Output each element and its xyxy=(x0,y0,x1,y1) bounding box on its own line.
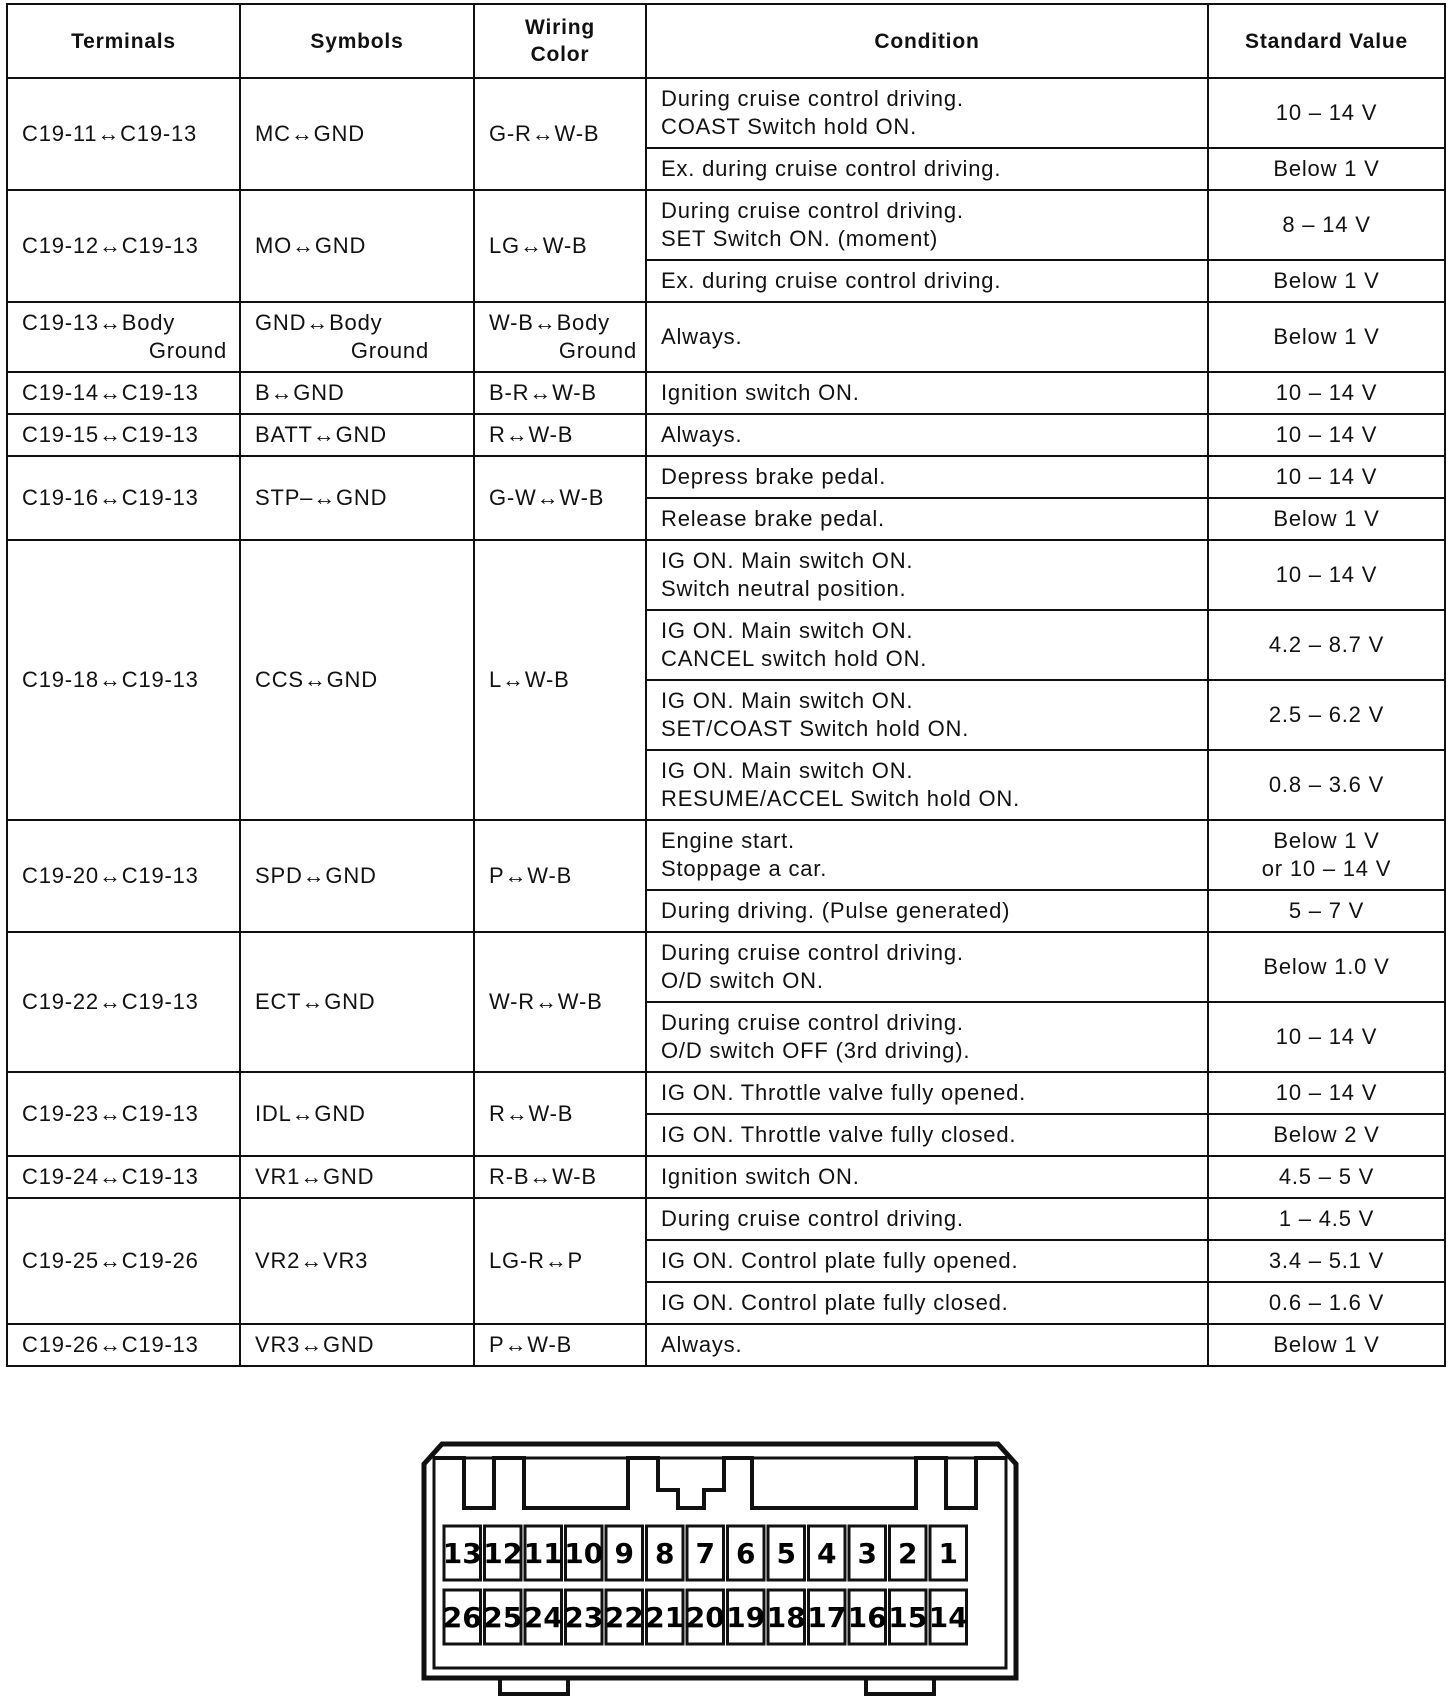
cell-wiring: G-W↔W-B xyxy=(474,456,646,540)
connector-pin-label: 5 xyxy=(776,1537,796,1570)
cell-terminals: C19-22↔C19-13 xyxy=(7,932,240,1072)
table-row xyxy=(7,302,1445,372)
cell-symbols xyxy=(240,302,474,372)
cell-terminals: C19-16↔C19-13 xyxy=(7,456,240,540)
cell-condition: Always. xyxy=(646,414,1208,456)
cell-condition: Always. xyxy=(646,1324,1208,1366)
cell-standard-value: 10 – 14 V xyxy=(1208,1072,1445,1114)
cell-standard-value: 10 – 14 V xyxy=(1208,372,1445,414)
cell-terminals: C19-20↔C19-13 xyxy=(7,820,240,932)
connector-pin-label: 8 xyxy=(655,1537,675,1570)
cell-terminals xyxy=(7,302,240,372)
cell-condition: Always. xyxy=(646,302,1208,372)
condition-line: IG ON. Main switch ON. xyxy=(661,548,914,573)
cell-standard-value: Below 2 V xyxy=(1208,1114,1445,1156)
cell-standard-value: 0.8 – 3.6 V xyxy=(1208,750,1445,820)
connector-pin-label: 1 xyxy=(938,1537,958,1570)
cell-standard-value: 10 – 14 V xyxy=(1208,456,1445,498)
connector-pin-label: 12 xyxy=(483,1537,523,1570)
cell-standard-value: 2.5 – 6.2 V xyxy=(1208,680,1445,750)
header-wiring-color xyxy=(474,4,646,78)
cell-standard-value: Below 1 V xyxy=(1208,498,1445,540)
cell-terminals: C19-14↔C19-13 xyxy=(7,372,240,414)
connector-pin-label: 25 xyxy=(483,1601,523,1634)
connector-pin-label: 21 xyxy=(645,1601,685,1634)
condition-line: CANCEL switch hold ON. xyxy=(661,646,928,671)
condition-line: SET/COAST Switch hold ON. xyxy=(661,716,970,741)
connector-pin-label: 24 xyxy=(523,1601,563,1634)
connector-pin-label: 22 xyxy=(604,1601,644,1634)
terminals-line: C19-13↔Body xyxy=(22,310,176,335)
cell-condition: IG ON. Throttle valve fully opened. xyxy=(646,1072,1208,1114)
cell-standard-value: 5 – 7 V xyxy=(1208,890,1445,932)
cell-condition: IG ON. Throttle valve fully closed. xyxy=(646,1114,1208,1156)
cell-symbols: BATT↔GND xyxy=(240,414,474,456)
cell-condition xyxy=(646,190,1208,260)
cell-terminals: C19-25↔C19-26 xyxy=(7,1198,240,1324)
condition-line: During cruise control driving. xyxy=(661,86,964,111)
cell-wiring: R↔W-B xyxy=(474,1072,646,1156)
cell-terminals: C19-15↔C19-13 xyxy=(7,414,240,456)
cell-symbols: STP–↔GND xyxy=(240,456,474,540)
cell-condition: Ex. during cruise control driving. xyxy=(646,148,1208,190)
table-body xyxy=(7,78,1445,1366)
terminals-line: Ground xyxy=(148,338,227,363)
cell-symbols: B↔GND xyxy=(240,372,474,414)
cell-standard-value: 8 – 14 V xyxy=(1208,190,1445,260)
connector-pin-label: 16 xyxy=(847,1601,887,1634)
cell-symbols: VR2↔VR3 xyxy=(240,1198,474,1324)
cell-standard-value: Below 1 V xyxy=(1208,148,1445,190)
cell-wiring: G-R↔W-B xyxy=(474,78,646,190)
connector-pin-label: 17 xyxy=(807,1601,847,1634)
cell-condition xyxy=(646,540,1208,610)
cell-standard-value: 10 – 14 V xyxy=(1208,540,1445,610)
condition-line: During cruise control driving. xyxy=(661,940,964,965)
cell-wiring: P↔W-B xyxy=(474,1324,646,1366)
cell-wiring: L↔W-B xyxy=(474,540,646,820)
connector-pin-label: 15 xyxy=(888,1601,928,1634)
terminal-spec-table xyxy=(6,3,1446,1367)
condition-line: COAST Switch hold ON. xyxy=(661,114,918,139)
cell-wiring: LG-R↔P xyxy=(474,1198,646,1324)
header-terminals: Terminals xyxy=(7,4,240,78)
table-row xyxy=(7,78,1445,148)
cell-terminals: C19-26↔C19-13 xyxy=(7,1324,240,1366)
condition-line: IG ON. Main switch ON. xyxy=(661,688,914,713)
header-symbols: Symbols xyxy=(240,4,474,78)
cell-standard-value: 10 – 14 V xyxy=(1208,414,1445,456)
condition-line: O/D switch ON. xyxy=(661,968,824,993)
cell-standard-value: 10 – 14 V xyxy=(1208,78,1445,148)
cell-condition xyxy=(646,1002,1208,1072)
cell-standard-value: Below 1 V xyxy=(1208,1324,1445,1366)
cell-condition: Ignition switch ON. xyxy=(646,372,1208,414)
cell-standard-value: 1 – 4.5 V xyxy=(1208,1198,1445,1240)
symbols-line: Ground xyxy=(350,338,429,363)
wiring-line: Ground xyxy=(558,338,637,363)
cell-condition: Ex. during cruise control driving. xyxy=(646,260,1208,302)
condition-line: During cruise control driving. xyxy=(661,198,964,223)
connector-pin-label: 7 xyxy=(695,1537,715,1570)
pins-bottom-row xyxy=(443,1590,968,1644)
cell-standard-value: 4.5 – 5 V xyxy=(1208,1156,1445,1198)
header-wiring-line2: Color xyxy=(530,43,590,66)
table-row xyxy=(7,932,1445,1002)
condition-line: Engine start. xyxy=(661,828,795,853)
connector-pin-label: 19 xyxy=(726,1601,766,1634)
condition-line: RESUME/ACCEL Switch hold ON. xyxy=(661,786,1021,811)
connector-pin-label: 26 xyxy=(442,1601,482,1634)
cell-condition xyxy=(646,750,1208,820)
cell-wiring: LG↔W-B xyxy=(474,190,646,302)
cell-symbols: IDL↔GND xyxy=(240,1072,474,1156)
cell-wiring: P↔W-B xyxy=(474,820,646,932)
cell-wiring xyxy=(474,302,646,372)
cell-condition: Depress brake pedal. xyxy=(646,456,1208,498)
connector-pin-label: 23 xyxy=(564,1601,604,1634)
table-row xyxy=(7,456,1445,498)
cell-symbols: ECT↔GND xyxy=(240,932,474,1072)
table-row xyxy=(7,1156,1445,1198)
cell-symbols: MO↔GND xyxy=(240,190,474,302)
cell-condition xyxy=(646,932,1208,1002)
pins-top-row xyxy=(443,1526,967,1580)
condition-line: Stoppage a car. xyxy=(661,856,828,881)
cell-condition: IG ON. Control plate fully closed. xyxy=(646,1282,1208,1324)
connector-pin-label: 11 xyxy=(523,1537,563,1570)
cell-terminals: C19-12↔C19-13 xyxy=(7,190,240,302)
cell-symbols: SPD↔GND xyxy=(240,820,474,932)
table-row xyxy=(7,1072,1445,1114)
cell-wiring: B-R↔W-B xyxy=(474,372,646,414)
cell-wiring: W-R↔W-B xyxy=(474,932,646,1072)
cell-standard-value: 0.6 – 1.6 V xyxy=(1208,1282,1445,1324)
table-row xyxy=(7,190,1445,260)
cell-condition: Ignition switch ON. xyxy=(646,1156,1208,1198)
cell-symbols: MC↔GND xyxy=(240,78,474,190)
cell-standard-value: Below 1 V xyxy=(1208,260,1445,302)
connector-pin-label: 2 xyxy=(898,1537,918,1570)
cell-wiring: R↔W-B xyxy=(474,414,646,456)
condition-line: O/D switch OFF (3rd driving). xyxy=(661,1038,971,1063)
table-row xyxy=(7,372,1445,414)
condition-line: IG ON. Main switch ON. xyxy=(661,618,914,643)
cell-condition: During driving. (Pulse generated) xyxy=(646,890,1208,932)
table-row xyxy=(7,1198,1445,1240)
table-header-row xyxy=(7,4,1445,78)
connector-pin-label: 20 xyxy=(685,1601,725,1634)
value-line: Below 1 V xyxy=(1273,828,1380,853)
connector-pin-label: 6 xyxy=(736,1537,756,1570)
cell-standard-value: 10 – 14 V xyxy=(1208,1002,1445,1072)
table-row xyxy=(7,540,1445,610)
cell-standard-value: 3.4 – 5.1 V xyxy=(1208,1240,1445,1282)
cell-symbols: VR3↔GND xyxy=(240,1324,474,1366)
cell-condition: During cruise control driving. xyxy=(646,1198,1208,1240)
cell-symbols: CCS↔GND xyxy=(240,540,474,820)
connector-pin-label: 9 xyxy=(614,1537,634,1570)
cell-standard-value: Below 1 V xyxy=(1208,302,1445,372)
wiring-line: W-B↔Body xyxy=(489,310,610,335)
cell-condition xyxy=(646,680,1208,750)
connector-pin-label: 13 xyxy=(442,1537,482,1570)
condition-line: During cruise control driving. xyxy=(661,1010,964,1035)
cell-standard-value xyxy=(1208,820,1445,890)
table-row xyxy=(7,1324,1445,1366)
cell-wiring: R-B↔W-B xyxy=(474,1156,646,1198)
cell-terminals: C19-11↔C19-13 xyxy=(7,78,240,190)
header-standard-value: Standard Value xyxy=(1208,4,1445,78)
cell-symbols: VR1↔GND xyxy=(240,1156,474,1198)
connector-pin-label: 18 xyxy=(766,1601,806,1634)
condition-line: IG ON. Main switch ON. xyxy=(661,758,914,783)
connector-pin-label: 10 xyxy=(564,1537,604,1570)
table-row xyxy=(7,820,1445,890)
connector-pin-label: 14 xyxy=(928,1601,968,1634)
condition-line: SET Switch ON. (moment) xyxy=(661,226,939,251)
connector-pin-label: 4 xyxy=(817,1537,837,1570)
cell-condition xyxy=(646,78,1208,148)
cell-condition: IG ON. Control plate fully opened. xyxy=(646,1240,1208,1282)
cell-condition xyxy=(646,610,1208,680)
cell-condition: Release brake pedal. xyxy=(646,498,1208,540)
symbols-line: GND↔Body xyxy=(255,310,383,335)
table-row xyxy=(7,414,1445,456)
header-wiring-line1: Wiring xyxy=(525,16,595,39)
cell-terminals: C19-18↔C19-13 xyxy=(7,540,240,820)
connector-c19-diagram xyxy=(420,1440,1020,1698)
value-line: or 10 – 14 V xyxy=(1261,856,1392,881)
connector-pin-label: 3 xyxy=(857,1537,877,1570)
condition-line: Switch neutral position. xyxy=(661,576,907,601)
cell-terminals: C19-24↔C19-13 xyxy=(7,1156,240,1198)
cell-condition xyxy=(646,820,1208,890)
cell-terminals: C19-23↔C19-13 xyxy=(7,1072,240,1156)
cell-standard-value: Below 1.0 V xyxy=(1208,932,1445,1002)
header-condition: Condition xyxy=(646,4,1208,78)
cell-standard-value: 4.2 – 8.7 V xyxy=(1208,610,1445,680)
